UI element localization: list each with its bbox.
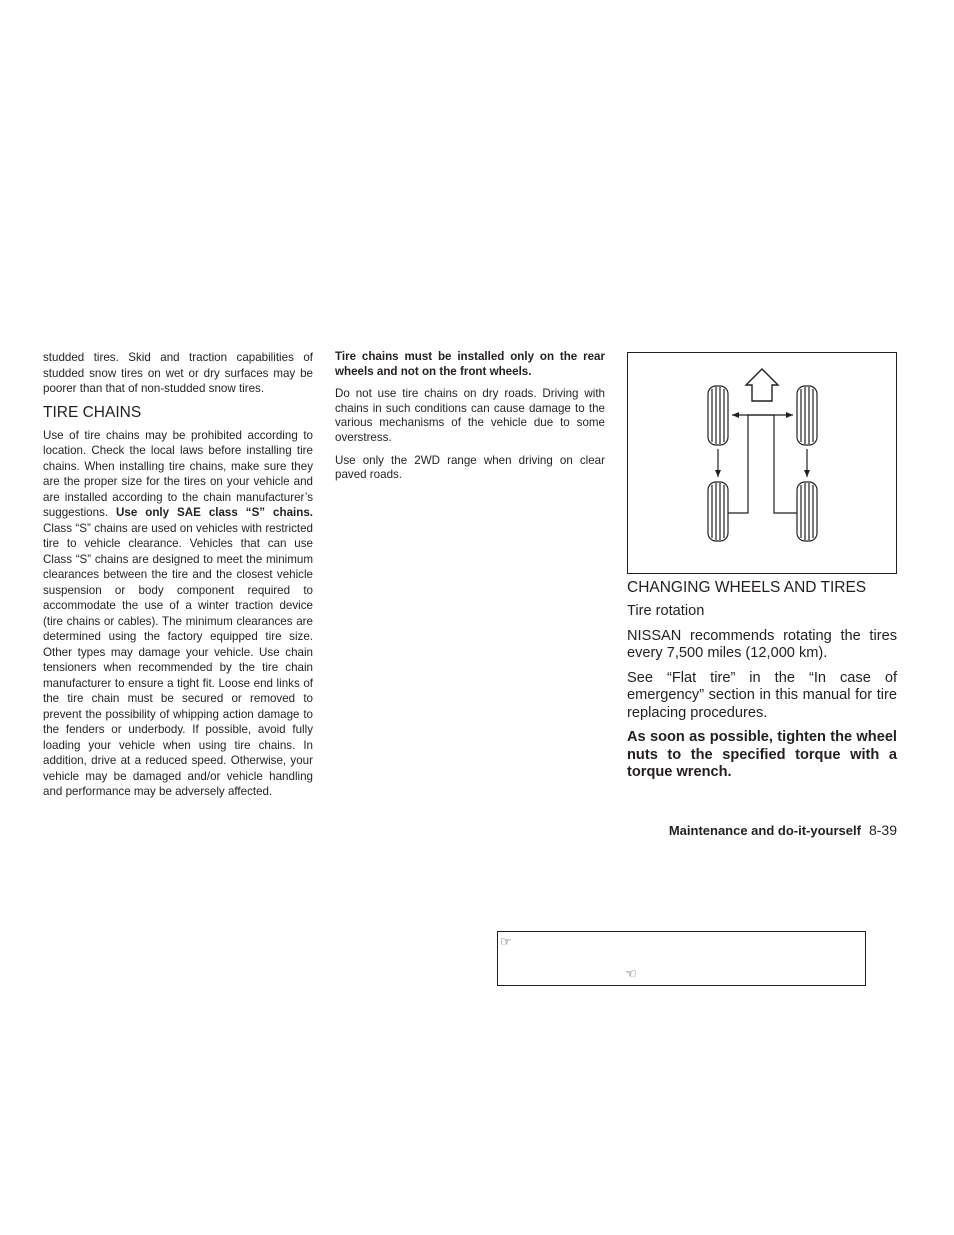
section-title: Maintenance and do-it-yourself — [668, 823, 861, 838]
tire-chains-paragraph — [43, 428, 313, 800]
tire-rotation-svg — [628, 353, 896, 573]
pointing-hand-icon[interactable]: ☜ — [625, 966, 637, 981]
rear-right-tire — [797, 482, 817, 541]
column-middle — [335, 350, 605, 491]
page-footer — [560, 822, 897, 838]
rear-left-tire — [708, 482, 728, 541]
tire-chains-heading: TIRE CHAINS — [43, 403, 142, 421]
2wd-range-paragraph: Use only the 2WD range when driving on clear paved roads. — [335, 453, 605, 482]
front-left-tire — [708, 386, 728, 445]
pointing-hand-icon[interactable]: ☞ — [500, 934, 512, 949]
tire-rotation-subheading: Tire rotation — [627, 603, 705, 619]
changing-wheels-heading: CHANGING WHEELS AND TIRES — [627, 579, 867, 596]
rear-right-to-front-left-arrow — [732, 415, 797, 513]
tire-rotation-diagram — [627, 352, 897, 574]
forward-arrow-icon — [746, 369, 778, 401]
tire-chains-text-a: Use of tire chains may be prohibited according to location. Check the local laws before installing tire chains. When installing tire chains, make sure they are the proper size for the tires on your vehicle and are installed according to the chain manufacturer’s suggestions. — [43, 428, 313, 519]
rotation-interval-paragraph: NISSAN recommends rotating the tires every 7,500 miles (12,000 km). — [627, 627, 897, 661]
sae-chains-emphasis: Use only SAE class “S” chains. — [116, 506, 313, 519]
rear-wheels-warning: Tire chains must be installed only on the rear wheels and not on the front wheels. — [335, 350, 605, 378]
dry-roads-paragraph: Do not use tire chains on dry roads. Driving with chains in such conditions can cause damage to the various mechanisms of the vehicle due to some overstress. — [335, 387, 605, 444]
flat-tire-reference-paragraph: See “Flat tire” in the “In case of emergency” section in this manual for tire replacing procedures. — [627, 669, 897, 721]
column-right — [627, 352, 897, 782]
page-number: 8-39 — [868, 822, 897, 838]
front-right-tire — [797, 386, 817, 445]
column-left — [43, 350, 313, 800]
tire-chains-text-b: Class “S” chains are used on vehicles with restricted tire to vehicle clearance. Vehicles that can use Class “S” chains are designed to meet the minimum clearances between the tire and the closest vehicle suspension or body component required to accommodate the use of a winter traction device (tire chains or cables). The minimum clearances are determined using the factory equipped tire size. Other types may damage your vehicle. Use chain tensioners when recommended by the tire chain manufacturer to ensure a tight fit. Loose end links of the tire chain must be secured or removed to prevent the possibility of whipping action damage to the fenders or underbody. If possible, avoid fully loading your vehicle when using tire chains. In addition, drive at a reduced speed. Otherwise, your vehicle may be damaged and/or vehicle handling and performance may be adversely affected. — [43, 521, 313, 798]
wheel-nuts-warning: As soon as possible, tighten the wheel nuts to the specified torque with a torque wrench. — [627, 729, 897, 780]
intro-paragraph: studded tires. Skid and traction capabilities of studded snow tires on wet or dry surfaces may be poorer than that of non-studded snow tires. — [43, 351, 313, 395]
navigation-box — [497, 931, 866, 986]
rear-left-to-front-right-arrow — [728, 415, 793, 513]
